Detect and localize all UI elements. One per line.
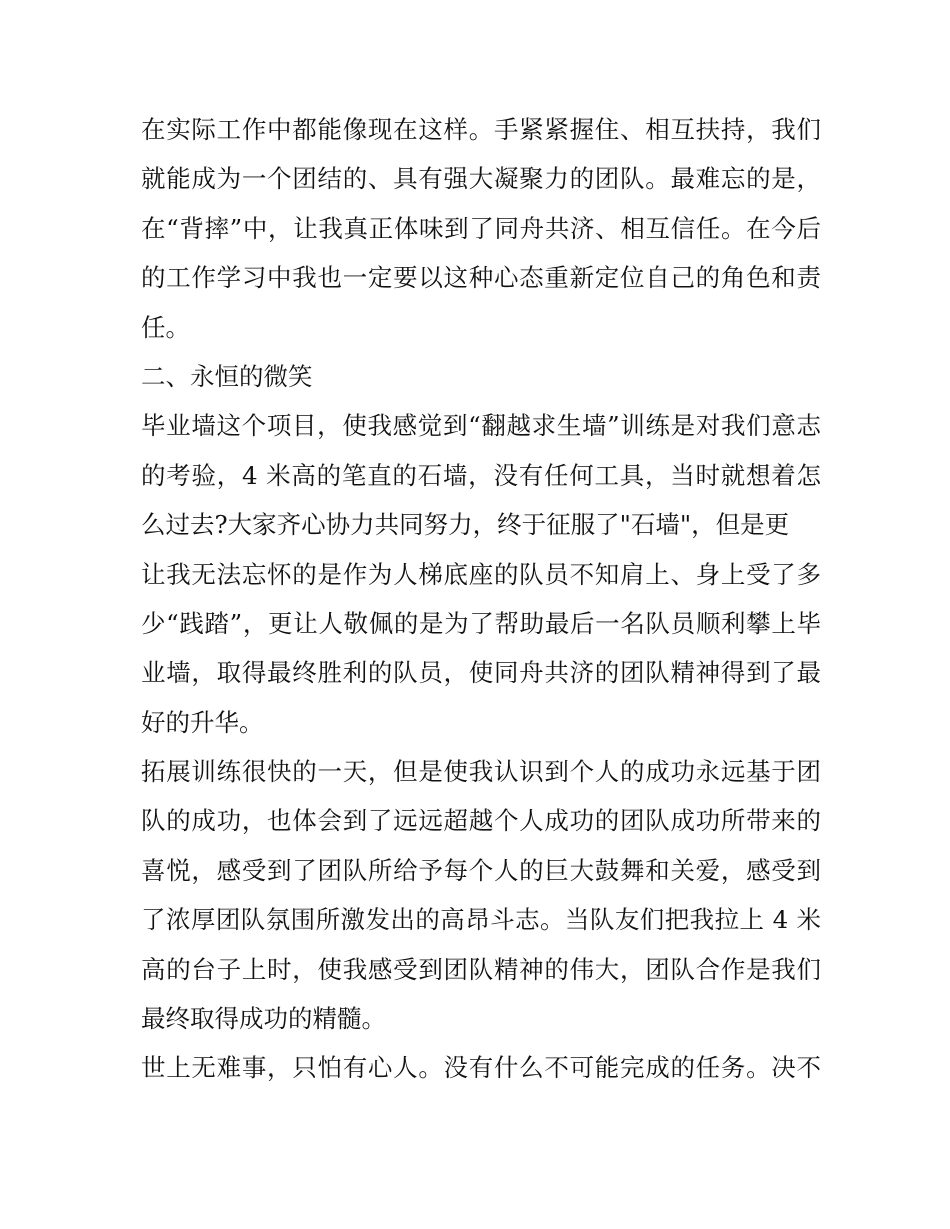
text-line: 喜悦，感受到了团队所给予每个人的巨大鼓舞和关爱，感受到 bbox=[141, 855, 821, 885]
text-line: 的考验，4 米高的笔直的石墙，没有任何工具，当时就想着怎 bbox=[141, 460, 821, 490]
text-line: 世上无难事，只怕有心人。没有什么不可能完成的任务。决不 bbox=[141, 1053, 821, 1083]
text-line: 好的升华。 bbox=[141, 707, 264, 737]
text-line: 的工作学习中我也一定要以这种心态重新定位自己的角色和责 bbox=[141, 263, 821, 293]
text-line: 队的成功，也体会到了远远超越个人成功的团队成功所带来的 bbox=[141, 806, 821, 836]
text-line: 拓展训练很快的一天，但是使我认识到个人的成功永远基于团 bbox=[141, 757, 821, 787]
text-line: 让我无法忘怀的是作为人梯底座的队员不知肩上、身上受了多 bbox=[141, 559, 821, 589]
text-line: 么过去?大家齐心协力共同努力，终于征服了"石墙"，但是更 bbox=[141, 510, 790, 540]
text-line: 在实际工作中都能像现在这样。手紧紧握住、相互扶持，我们 bbox=[141, 115, 821, 144]
text-line: 在“背摔”中，让我真正体味到了同舟共济、相互信任。在今后 bbox=[141, 213, 821, 243]
text-line: 高的台子上时，使我感受到团队精神的伟大，团队合作是我们 bbox=[141, 954, 821, 984]
text-line: 最终取得成功的精髓。 bbox=[141, 1004, 386, 1034]
text-line: 毕业墙这个项目，使我感觉到“翻越求生墙”训练是对我们意志 bbox=[141, 411, 821, 441]
text-line: 就能成为一个团结的、具有强大凝聚力的团队。最难忘的是， bbox=[141, 164, 821, 194]
text-line: 少“践踏”，更让人敬佩的是为了帮助最后一名队员顺利攀上毕 bbox=[141, 608, 821, 638]
text-line: 任。 bbox=[141, 312, 190, 342]
text-line: 了浓厚团队氛围所激发出的高昂斗志。当队友们把我拉上 4 米 bbox=[141, 905, 821, 935]
text-line: 业墙，取得最终胜利的队员，使同舟共济的团队精神得到了最 bbox=[141, 658, 821, 688]
document-page bbox=[141, 105, 821, 1093]
section-heading: 二、永恒的微笑 bbox=[141, 361, 313, 391]
